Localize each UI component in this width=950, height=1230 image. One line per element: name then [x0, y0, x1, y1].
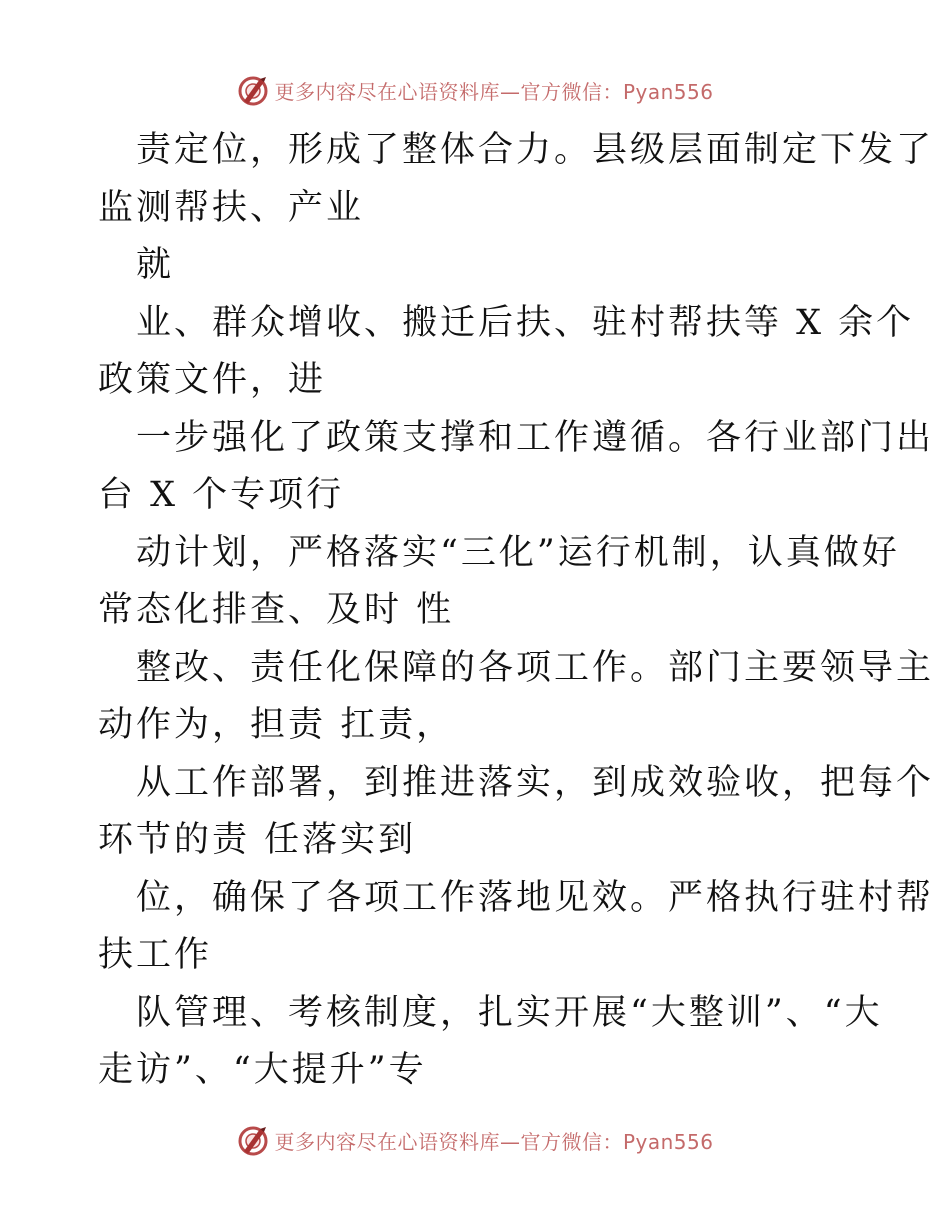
paragraph-line: 从工作部署，到推进落实，到成效验收，把每个: [136, 762, 935, 803]
paragraph-line: 位，确保了各项工作落地见效。严格执行驻村帮: [136, 877, 935, 918]
footer-watermark: [0, 1120, 950, 1160]
paragraph-line: 监测帮扶、产业: [98, 187, 365, 228]
paragraph-line: 扶工作: [98, 935, 213, 975]
paragraph-line: 动计划，严格落实“三化”运行机制，认真做好: [136, 532, 900, 573]
document-body: [98, 122, 935, 1100]
header-watermark: [0, 70, 950, 110]
watermark-text: 更多内容尽在心语资料库—官方微信：Pyan556: [274, 1129, 714, 1154]
paragraph-line: 就: [136, 245, 175, 285]
paragraph-line: 政策文件，进: [98, 360, 327, 400]
paragraph-line: 常态化排查、及时 性: [98, 590, 455, 630]
paragraph-line: 业、群众增收、搬迁后扶、驻村帮扶等 X 余个: [136, 302, 915, 343]
paragraph-line: 环节的责 任落实到: [98, 820, 417, 860]
paragraph-line: 责定位，形成了整体合力。县级层面制定下发了: [136, 130, 935, 170]
pen-logo-icon: [236, 1123, 270, 1157]
paragraph-line: 动作为，担责 扛责，: [98, 705, 455, 745]
paragraph-line: 一步强化了政策支撑和工作遵循。各行业部门出: [136, 417, 935, 458]
paragraph-line: 整改、责任化保障的各项工作。部门主要领导主: [136, 647, 935, 688]
paragraph-line: 台 X 个专项行: [98, 475, 345, 515]
watermark-text: 更多内容尽在心语资料库—官方微信：Pyan556: [274, 79, 714, 104]
paragraph-line: 走访”、“大提升”专: [98, 1050, 427, 1090]
paragraph-line: 队管理、考核制度，扎实开展“大整训”、“大: [136, 992, 883, 1033]
pen-logo-icon: [236, 73, 270, 107]
